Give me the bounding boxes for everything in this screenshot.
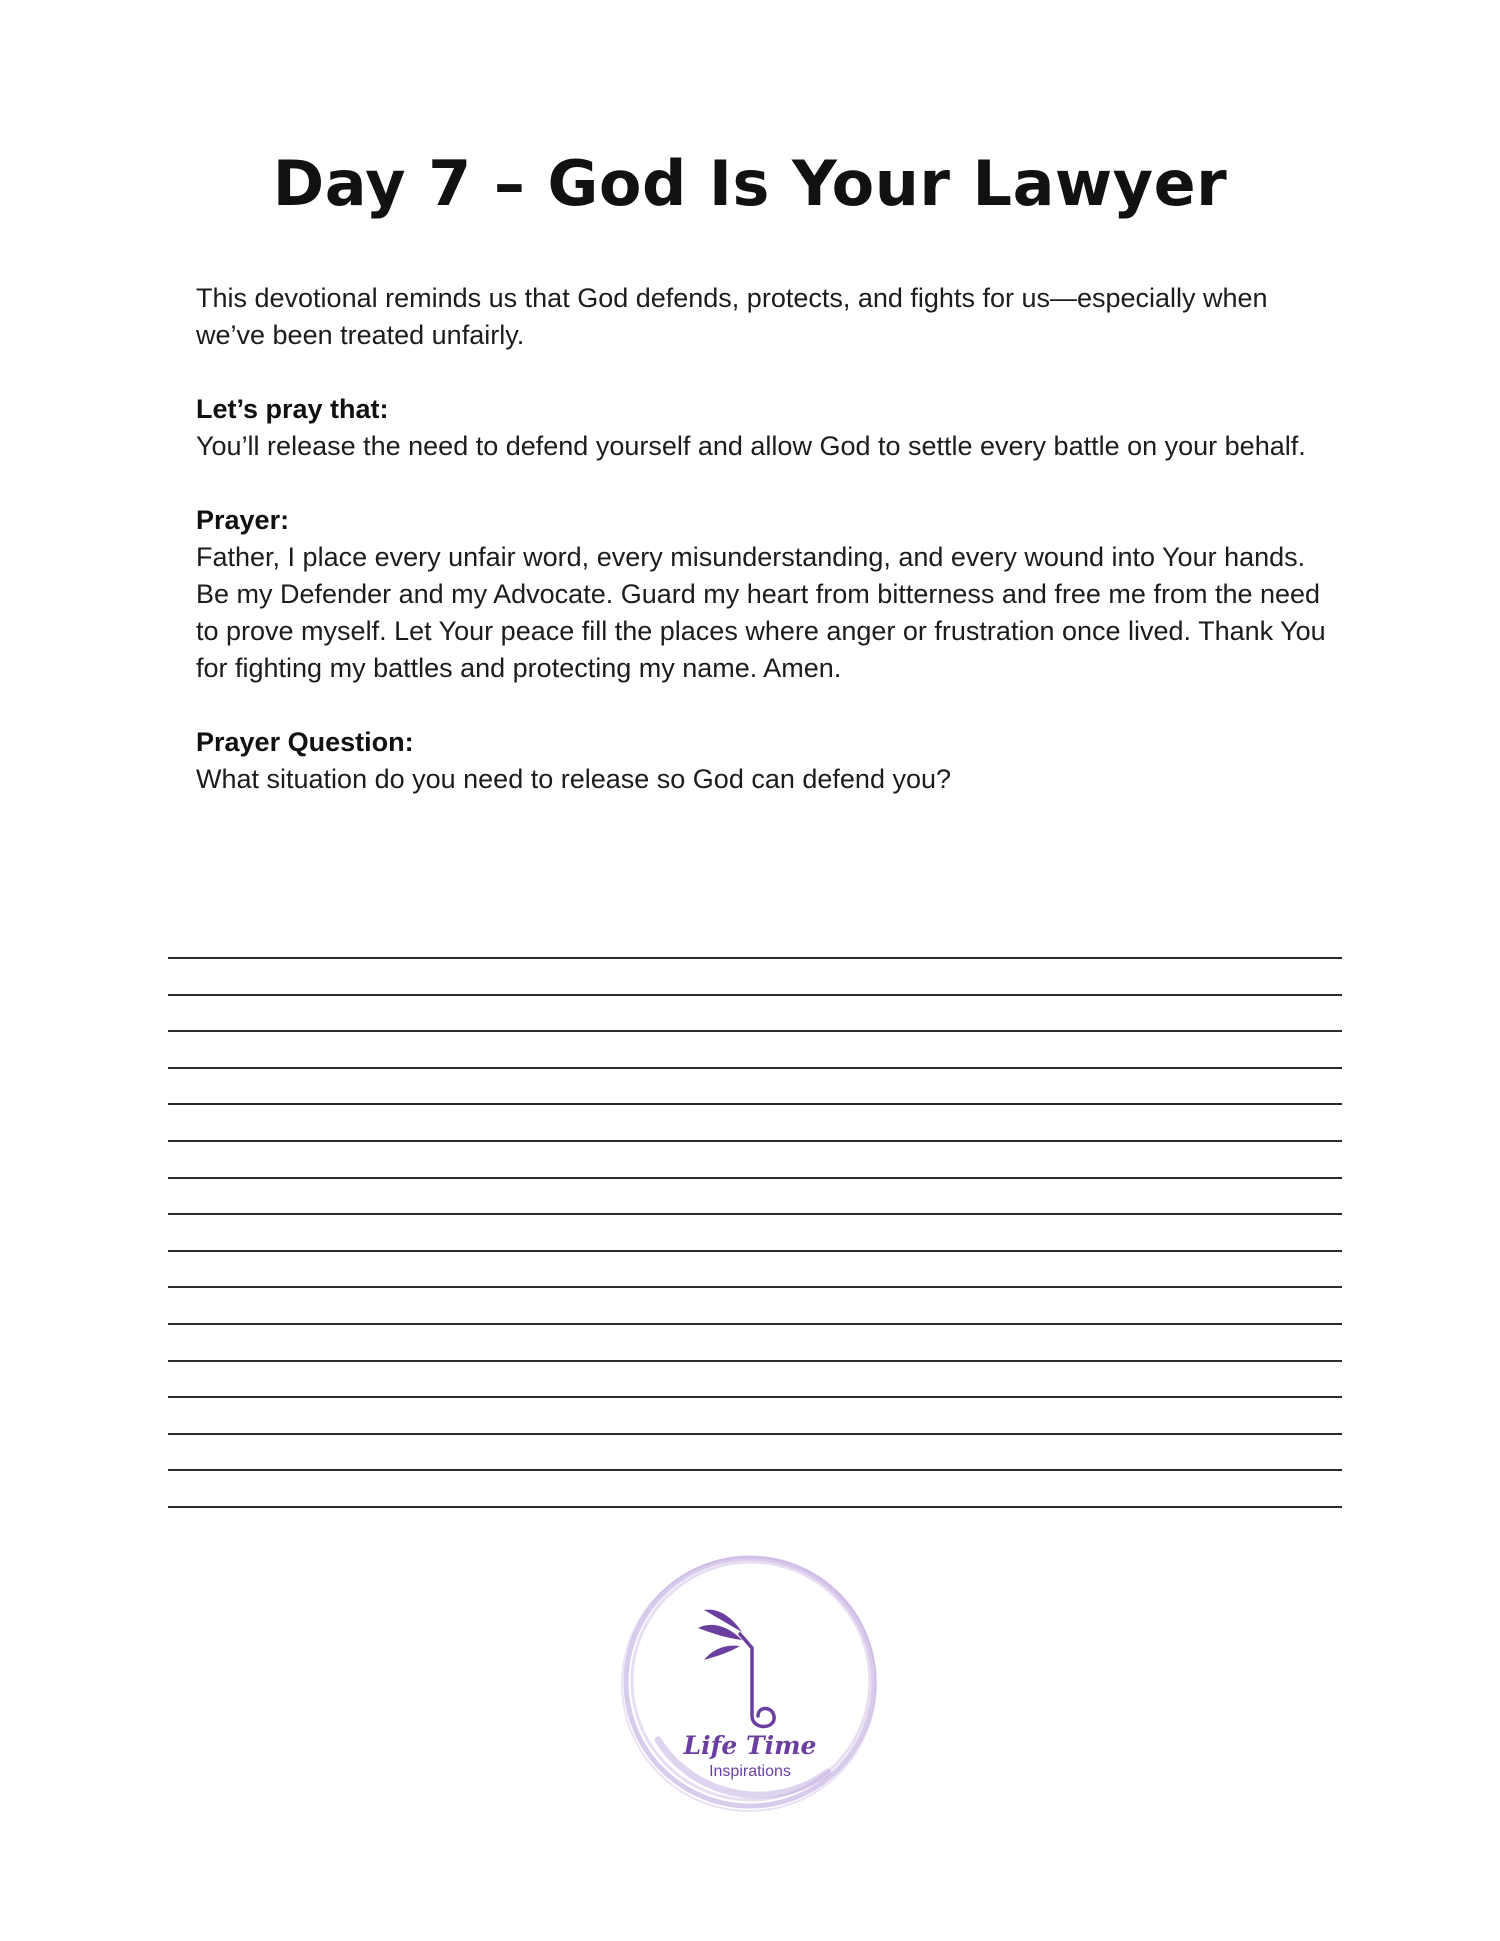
- section-heading: Let’s pray that:: [196, 394, 389, 424]
- writing-line[interactable]: [168, 1032, 1342, 1069]
- writing-line[interactable]: [168, 1069, 1342, 1106]
- section-prayer-question: [196, 724, 1336, 798]
- writing-line[interactable]: [168, 1325, 1342, 1362]
- page-title: Day 7 – God Is Your Lawyer: [272, 147, 1228, 220]
- writing-lines-area[interactable]: [168, 957, 1342, 1508]
- leaf-icon: [698, 1610, 742, 1660]
- logo-name: Life Time: [683, 1731, 817, 1760]
- logo-tagline: Inspirations: [709, 1763, 791, 1780]
- section-heading: Prayer:: [196, 505, 290, 535]
- section-body: Father, I place every unfair word, every misunderstanding, and every wound into Your hands. Be my Defender and my Advocate. Guard my heart from bitterness and free me from the need to prove myself. Let Your peace fill the places where anger or frustration once lived. Thank You for fighting my battles and protecting my name. Amen.: [196, 542, 1326, 683]
- writing-line[interactable]: [168, 1398, 1342, 1435]
- lifetime-inspirations-logo: [618, 1550, 882, 1814]
- writing-line[interactable]: [168, 1105, 1342, 1142]
- writing-line[interactable]: [168, 1179, 1342, 1216]
- section-heading: Prayer Question:: [196, 727, 414, 757]
- devotional-content: [196, 280, 1336, 835]
- writing-line[interactable]: [168, 1435, 1342, 1472]
- writing-line[interactable]: [168, 1142, 1342, 1179]
- writing-line[interactable]: [168, 1362, 1342, 1399]
- writing-line[interactable]: [168, 996, 1342, 1033]
- writing-line[interactable]: [168, 1252, 1342, 1289]
- section-lets-pray: [196, 391, 1336, 465]
- section-body: You’ll release the need to defend yourself and allow God to settle every battle on your behalf.: [196, 431, 1306, 461]
- intro-paragraph: This devotional reminds us that God defends, protects, and fights for us—especially when we’ve been treated unfairly.: [196, 283, 1268, 350]
- writing-line[interactable]: [168, 959, 1342, 996]
- section-body: What situation do you need to release so God can defend you?: [196, 764, 952, 794]
- writing-line[interactable]: [168, 1215, 1342, 1252]
- writing-line[interactable]: [168, 1288, 1342, 1325]
- section-prayer: [196, 502, 1336, 687]
- writing-line[interactable]: [168, 1471, 1342, 1508]
